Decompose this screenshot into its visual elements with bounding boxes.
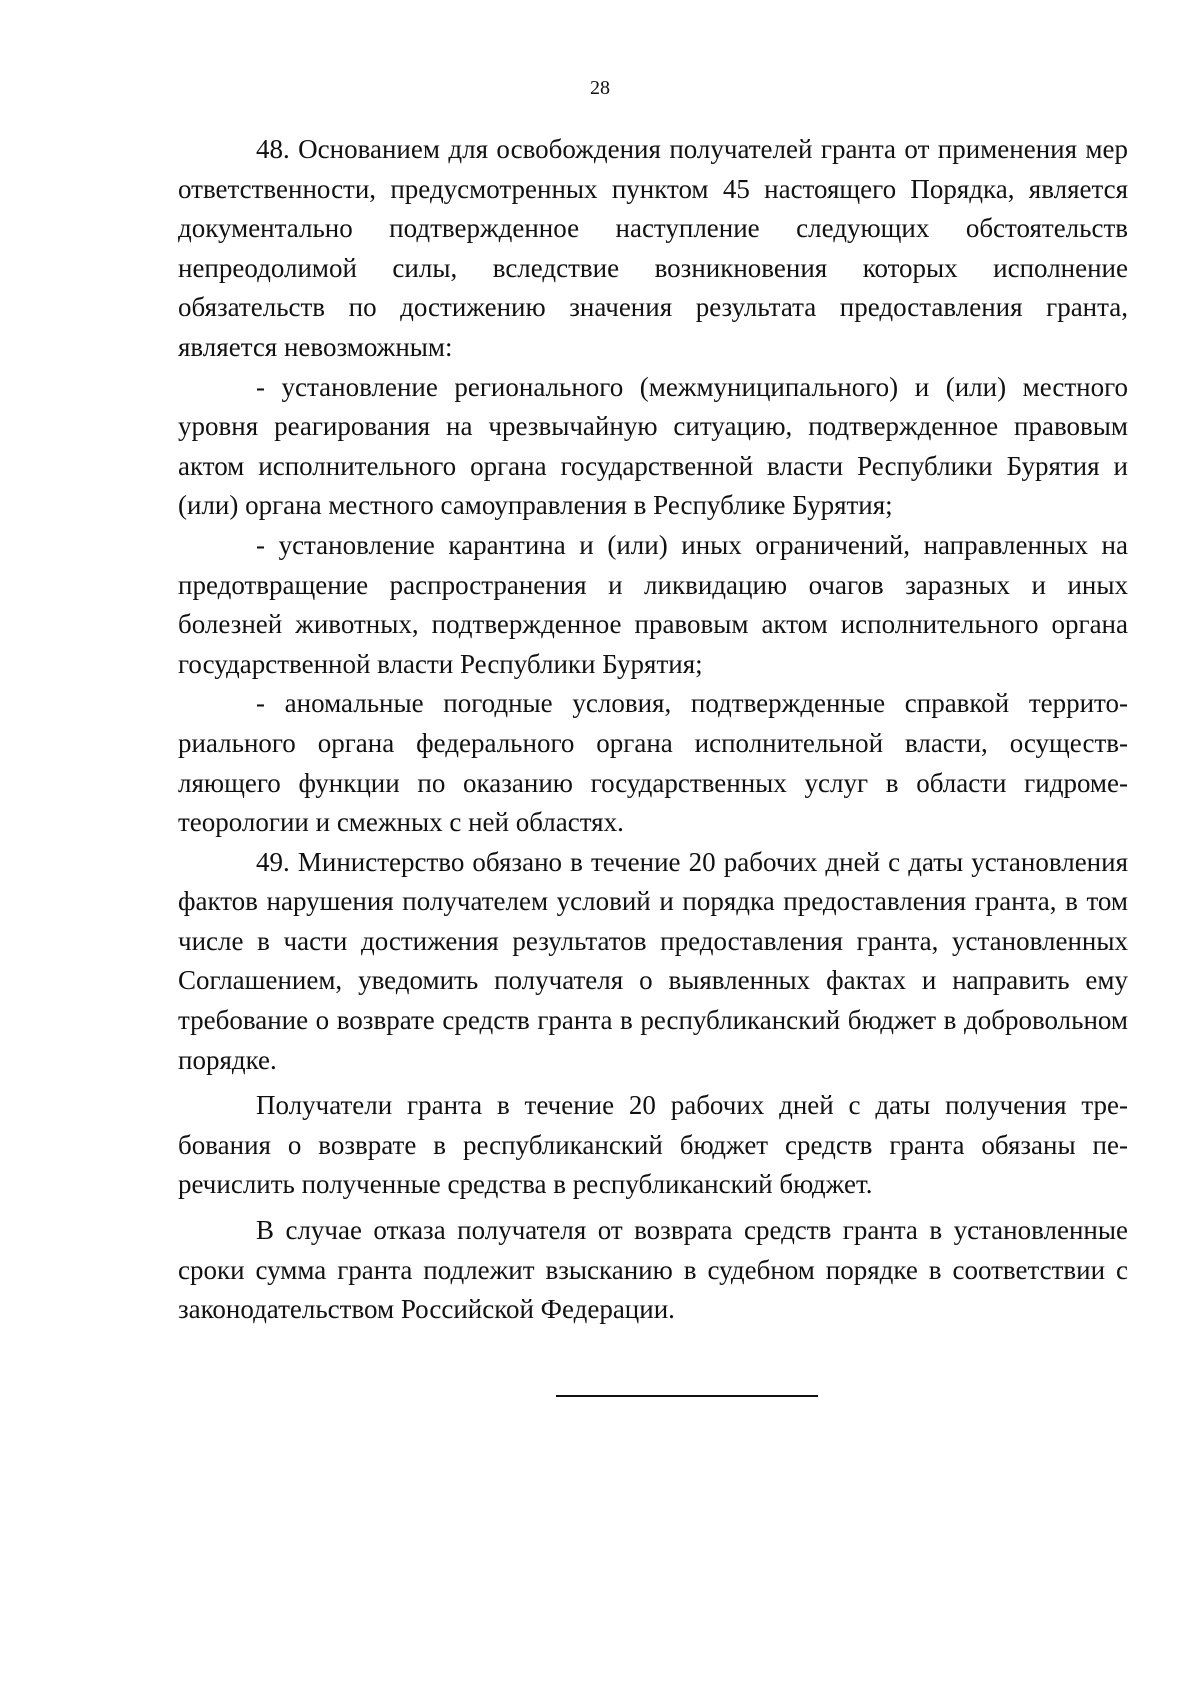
paragraph-48: 48. Основанием для освобождения получателей гранта от применения мер ответственности, предусмотренных пунктом 45 настоящего Порядка, является документально подтвержденное наступление следующих обстоятельств непреодолимой силы, вследствие возникновения которых исполнение обязательств по достижению значения результата предоставления гранта, является невозможным: — [178, 134, 1128, 362]
list-item-regional-emergency: - установление регионального (межмуниципального) и (или) местного уровня реагирования на чрезвычайную ситуацию, подтвержденное правовым актом исполнительного органа государственной власти Республики Бурятия и (или) органа местного самоуправления в Республике Бурятия; — [178, 371, 1128, 521]
paragraph-49: 49. Министерство обязано в течение 20 рабочих дней с даты установления фактов нарушения получателем условий и порядка предоставления гранта, в том числе в части достижения результатов предоставления гранта, установленных Соглашением, уведомить получателя о выявленных фактах и направить ему требование о возврате средств гранта в республиканский бюджет в добровольном порядке. — [178, 846, 1128, 1075]
paragraph-refusal: В случае отказа получателя от возврата средств гранта в установленные сроки сумма гранта подлежит взысканию в судебном порядке в соответствии с законодательством Российской Федерации. — [178, 1215, 1128, 1325]
list-item-weather: - аномальные погодные условия, подтвержденные справкой территориального органа федерального органа исполнительной власти, осуществляющего функции по оказанию государственных услуг в области гидрометеорологии и смежных с ней областях. — [178, 688, 1128, 838]
list-item-quarantine: - установление карантина и (или) иных ограничений, направленных на предотвращение распространения и ликвидацию очагов заразных и иных болезней животных, подтвержденное правовым актом исполнительного органа государственной власти Республики Бурятия; — [178, 529, 1128, 679]
page-number: 28 — [590, 77, 610, 99]
paragraph-recipients: Получатели гранта в течение 20 рабочих дней с даты получения требования о возврате в республиканский бюджет средств гранта обязаны перечислить полученные средства в республиканский бюджет. — [178, 1090, 1128, 1200]
document-body — [178, 130, 1128, 1330]
end-of-document-rule — [556, 1395, 818, 1397]
